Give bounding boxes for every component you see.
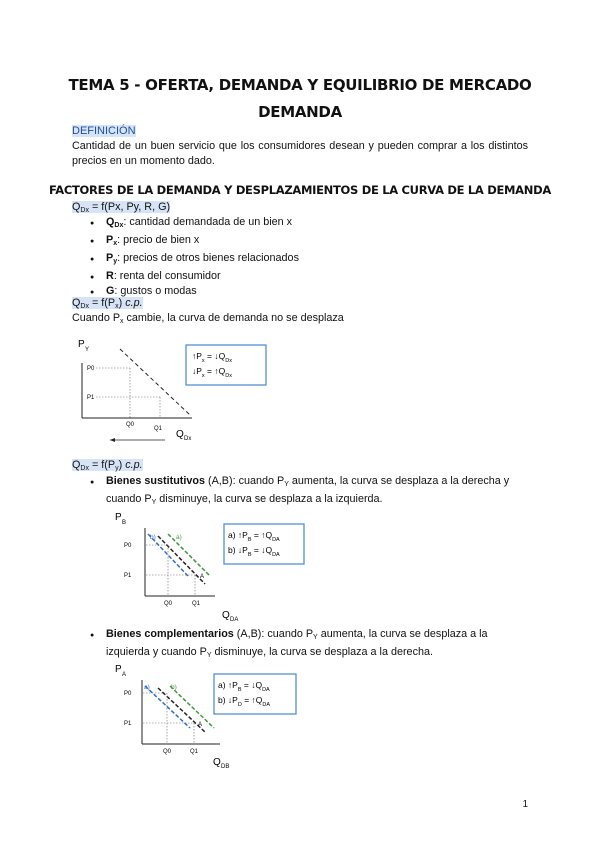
curve-original bbox=[158, 536, 205, 584]
curve-a bbox=[168, 534, 210, 576]
factors-list bbox=[72, 215, 528, 299]
p0-label: P0 bbox=[87, 366, 95, 372]
curve-b bbox=[170, 686, 214, 728]
y-axis-label bbox=[115, 512, 126, 526]
q0-label: Q0 bbox=[164, 601, 173, 607]
p1-label: P1 bbox=[124, 573, 132, 579]
complements-graph bbox=[110, 660, 350, 770]
list-item: ● R: renta del consumidor bbox=[72, 269, 528, 284]
svg-text:P: P bbox=[115, 512, 122, 523]
svg-text:Dx: Dx bbox=[184, 436, 192, 442]
px-description: Cuando $P_x$ cambie, la curva de demanda no se desplaza bbox=[72, 312, 344, 325]
svg-text:↑Px = ↓QDx: $↑P_x$ = $↓Q_{Dx}$ bbox=[192, 351, 232, 364]
list-item: ● $P_y$: precios de otros bienes relacionados bbox=[72, 251, 528, 269]
page-number: 1 bbox=[522, 799, 528, 810]
svg-text:b) ↓PB = ↓QDA: b) $↓P_B$ = $↓Q_{DA}$ bbox=[228, 545, 280, 558]
svg-text:Q: Q bbox=[176, 429, 184, 440]
definition-text: Cantidad de un buen servicio que los consumidores desean y pueden comprar a los distintos precios en un momento dado. bbox=[72, 140, 528, 167]
x-axis-label bbox=[222, 610, 238, 621]
q1-label: Q1 bbox=[192, 601, 201, 607]
demand-curve-graph bbox=[72, 333, 372, 448]
definition-heading: DEFINICIÓN bbox=[72, 125, 136, 137]
x-axis-label bbox=[213, 757, 229, 770]
list-item: ● $P_x$: precio de bien x bbox=[72, 233, 528, 251]
q1-label: Q1 bbox=[190, 749, 199, 755]
curve-a bbox=[145, 686, 190, 728]
svg-text:P: P bbox=[115, 664, 122, 675]
svg-text:P: P bbox=[78, 339, 85, 350]
complements-item: ● Bienes complementarios (A,B): cuando $P_Y$ aumenta, la curva se desplaza a la izquierda y cuando $P_Y$ disminuye, la curva se desplaza a la derecha. bbox=[72, 627, 528, 663]
x-axis-label bbox=[176, 429, 191, 442]
label-a: a) bbox=[176, 534, 182, 541]
list-item: ● G: gustos o modas bbox=[72, 284, 528, 299]
q1-label: Q1 bbox=[154, 426, 163, 432]
demand-curve bbox=[120, 349, 190, 415]
py-formula: $Q_{Dx} = f(P_y)$ c.p. bbox=[72, 459, 143, 472]
factors-formula: $Q_{Dx} = f(Px$, Py, R, G) bbox=[72, 201, 171, 214]
label-b: b) bbox=[150, 534, 156, 541]
svg-text:b) ↓PD = ↑QDA: b) $↓P_D$ = $↑Q_{DA}$ bbox=[218, 695, 271, 708]
svg-text:B: B bbox=[122, 520, 127, 526]
px-formula: $Q_{Dx} = f(P_x)$ c.p. bbox=[72, 297, 143, 310]
svg-text:DA: DA bbox=[230, 617, 239, 621]
arrow-left-icon bbox=[110, 438, 115, 442]
svg-text:Q: Q bbox=[222, 610, 230, 621]
svg-text:a) ↑PB = ↑QDA: a) $↑P_B$ = $↑Q_{DA}$ bbox=[228, 530, 280, 543]
svg-text:↓Px = ↑QDx: $↓P_x$ = $↑Q_{Dx}$ bbox=[192, 366, 232, 379]
p1-label: P1 bbox=[87, 395, 95, 401]
point-a: A bbox=[200, 574, 205, 580]
substitutes-item: ● Bienes sustitutivos (A,B): cuando $P_Y$ aumenta, la curva se desplaza a la derecha y cuando $P_Y$ disminuye, la curva se desplaza a la izquierda. bbox=[72, 474, 528, 510]
y-axis-label bbox=[78, 339, 89, 353]
svg-text:Y: Y bbox=[85, 347, 90, 353]
section-title: DEMANDA bbox=[258, 103, 342, 121]
svg-text:DB: DB bbox=[221, 764, 230, 770]
label-a: a) bbox=[144, 684, 150, 691]
p0-label: P0 bbox=[124, 691, 132, 697]
list-item: ● $Q_{Dx}$: cantidad demandada de un bien x bbox=[72, 215, 528, 233]
p1-label: P1 bbox=[124, 721, 132, 727]
substitutes-graph bbox=[110, 506, 350, 621]
q0-label: Q0 bbox=[163, 749, 172, 755]
svg-text:Q: Q bbox=[213, 757, 221, 768]
y-axis-label bbox=[115, 664, 126, 678]
label-b: b) bbox=[171, 684, 177, 691]
factors-heading: FACTORES DE LA DEMANDA Y DESPLAZAMIENTOS DE LA CURVA DE LA DEMANDA bbox=[49, 183, 551, 197]
svg-text:a) ↑PB = ↓QDA: a) $↑P_B$ = $↓Q_{DA}$ bbox=[218, 680, 270, 693]
q0-label: Q0 bbox=[126, 422, 135, 428]
svg-text:A: A bbox=[122, 672, 127, 678]
page-title: TEMA 5 - OFERTA, DEMANDA Y EQUILIBRIO DE MERCADO bbox=[68, 76, 532, 94]
p0-label: P0 bbox=[124, 543, 132, 549]
point-a: A bbox=[198, 722, 203, 728]
